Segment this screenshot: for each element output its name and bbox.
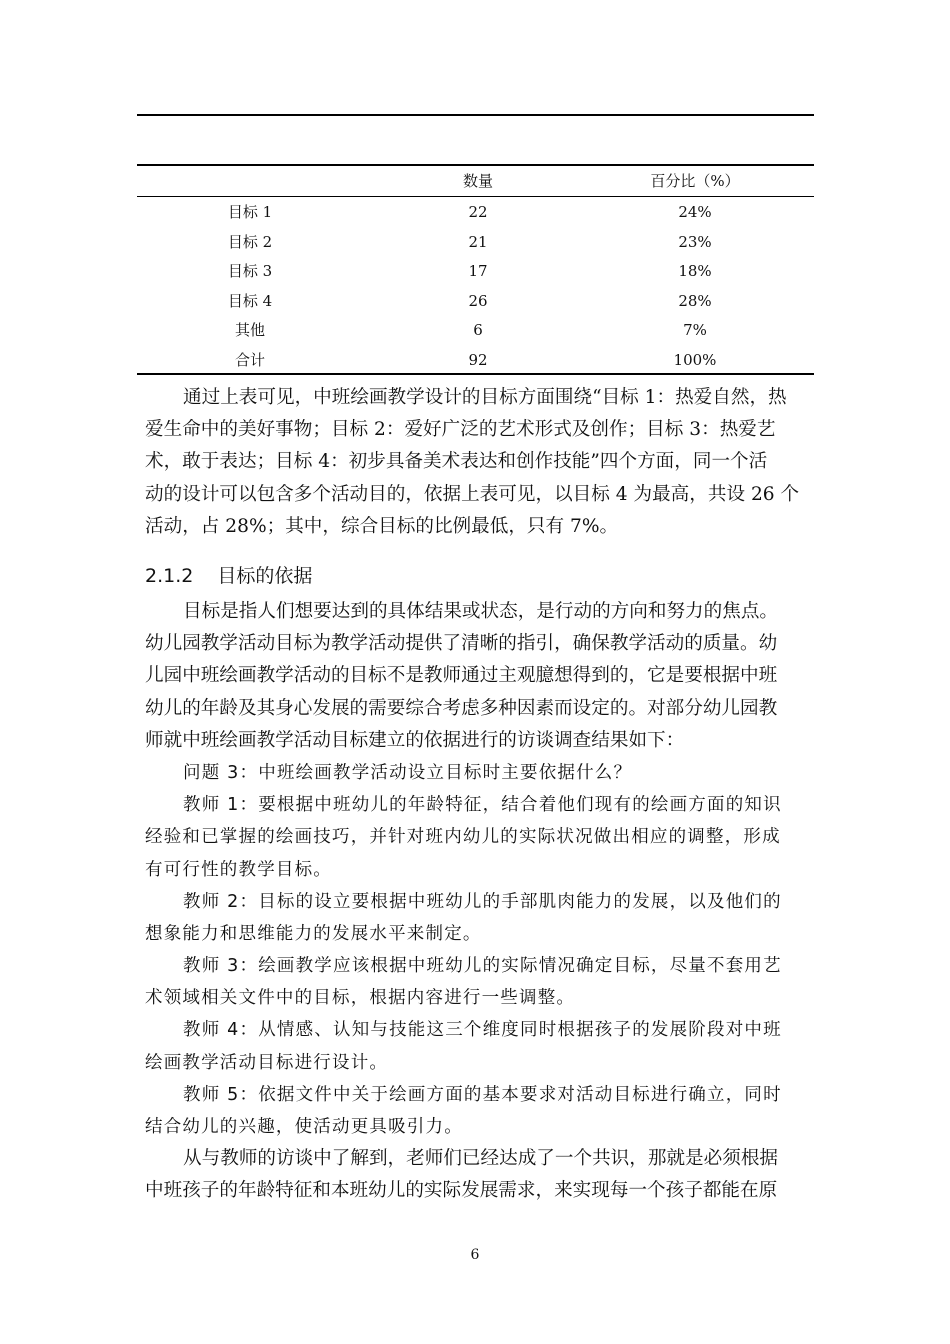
percent-cell: 23%: [678, 232, 712, 251]
count-cell: 26: [468, 291, 488, 310]
top-rule: [137, 114, 814, 116]
row-label: 目标 4: [227, 291, 273, 310]
paragraph-line: 通过上表可见，中班绘画教学设计的目标方面围绕“目标 1：热爱自然，热: [183, 387, 787, 408]
table-header-cell: [137, 167, 363, 197]
paragraph-line: 经验和已掌握的绘画技巧，并针对班内幼儿的实际状况做出相应的调整，形成: [145, 827, 781, 848]
percent-cell: 28%: [678, 291, 712, 310]
table-header-cell: 百分比（%）: [650, 172, 740, 190]
page-number: 6: [470, 1247, 480, 1263]
paragraph-line: 教师 5：依据文件中关于绘画方面的基本要求对活动目标进行确立，同时: [183, 1084, 782, 1105]
paragraph-line: 目标是指人们想要达到的具体结果或状态，是行动的方向和努力的焦点。: [183, 601, 779, 622]
percent-cell: 7%: [683, 321, 707, 340]
paragraph: [145, 1143, 815, 1207]
paragraph: [145, 596, 815, 757]
table-row: [137, 257, 814, 287]
data-table: [137, 167, 814, 197]
count-cell: 21: [468, 232, 488, 251]
table-header-rule: [137, 196, 814, 197]
table-bottom-rule: [137, 373, 814, 375]
table-body: [137, 198, 814, 376]
paragraph-line: 幼儿园教学活动目标为教学活动提供了清晰的指引，确保教学活动的质量。幼: [145, 633, 778, 655]
row-label: 其他: [234, 321, 265, 340]
row-label: 目标 3: [227, 262, 273, 281]
table-header-cell: 数量: [462, 172, 493, 190]
count-cell: 17: [468, 262, 488, 281]
percent-cell: 18%: [678, 262, 712, 281]
table-row: [137, 287, 814, 317]
paragraph-line: 术，敢于表达；目标 4：初步具备美术表达和创作技能”四个方面，同一个活: [145, 451, 768, 473]
count-cell: 92: [468, 350, 488, 369]
paragraph-line: 有可行性的教学目标。: [145, 859, 332, 880]
paragraph: [145, 757, 815, 789]
percent-cell: 100%: [673, 350, 717, 369]
table-header-row: [137, 167, 814, 197]
table-top-rule: [137, 164, 814, 166]
table-row: [137, 198, 814, 228]
table-row: [137, 346, 814, 376]
paragraph-line: 动的设计可以包含多个活动目的，依据上表可见，以目标 4 为最高，共设 26 个: [145, 483, 800, 505]
row-label: 目标 1: [227, 203, 273, 221]
paragraph-line: 教师 3：绘画教学应该根据中班幼儿的实际情况确定目标，尽量不套用艺: [183, 956, 782, 977]
paragraph-line: 教师 2：目标的设立要根据中班幼儿的手部肌肉能力的发展，以及他们的: [183, 891, 782, 912]
paragraph-line: 从与教师的访谈中了解到，老师们已经达成了一个共识，那就是必须根据: [183, 1148, 779, 1170]
paragraph-line: 绘画教学活动目标进行设计。: [145, 1052, 389, 1073]
paragraph: [145, 886, 815, 950]
paragraph-line: 幼儿的年龄及其身心发展的需要综合考虑多种因素而设定的。对部分幼儿园教: [145, 697, 778, 719]
table-row: [137, 316, 814, 346]
paragraph-line: 儿园中班绘画教学活动的目标不是教师通过主观臆想得到的，它是要根据中班: [145, 665, 778, 687]
paragraph-line: 问题 3：中班绘画教学活动设立目标时主要依据什么？: [183, 762, 633, 783]
paragraph: [145, 950, 815, 1014]
paragraph-line: 术领域相关文件中的目标，根据内容进行一些调整。: [145, 988, 576, 1009]
paragraph-line: 结合幼儿的兴趣，使活动更具吸引力。: [145, 1117, 463, 1137]
paragraph-summary: [145, 382, 815, 543]
section-heading: [145, 561, 312, 588]
paragraph-line: 师就中班绘画教学活动目标建立的依据进行的访谈调查结果如下：: [145, 729, 685, 751]
section-body: [145, 596, 815, 1208]
percent-cell: 24%: [678, 203, 712, 221]
paragraph-line: 中班孩子的年龄特征和本班幼儿的实际发展需求，来实现每一个孩子都能在原: [145, 1180, 778, 1202]
count-cell: 6: [473, 321, 483, 340]
row-label: 合计: [234, 350, 265, 369]
paragraph-line: 教师 4：从情感、认知与技能这三个维度同时根据孩子的发展阶段对中班: [183, 1020, 782, 1041]
paragraph: [145, 789, 815, 886]
paragraph-line: 教师 1：要根据中班幼儿的年龄特征，结合着他们现有的绘画方面的知识: [183, 795, 782, 816]
paragraph-line: 活动，占 28%；其中，综合目标的比例最低，只有 7%。: [145, 515, 619, 537]
paragraph-line: 想象能力和思维能力的发展水平来制定。: [145, 923, 482, 944]
table-row: [137, 228, 814, 258]
paragraph: [145, 1014, 815, 1078]
section-title: 目标的依据: [217, 565, 313, 587]
section-number: 2.1.2: [145, 565, 194, 587]
paragraph: [145, 1079, 815, 1143]
count-cell: 22: [468, 203, 488, 221]
row-label: 目标 2: [227, 232, 273, 251]
paragraph-line: 爱生命中的美好事物；目标 2：爱好广泛的艺术形式及创作；目标 3：热爱艺: [145, 419, 776, 441]
